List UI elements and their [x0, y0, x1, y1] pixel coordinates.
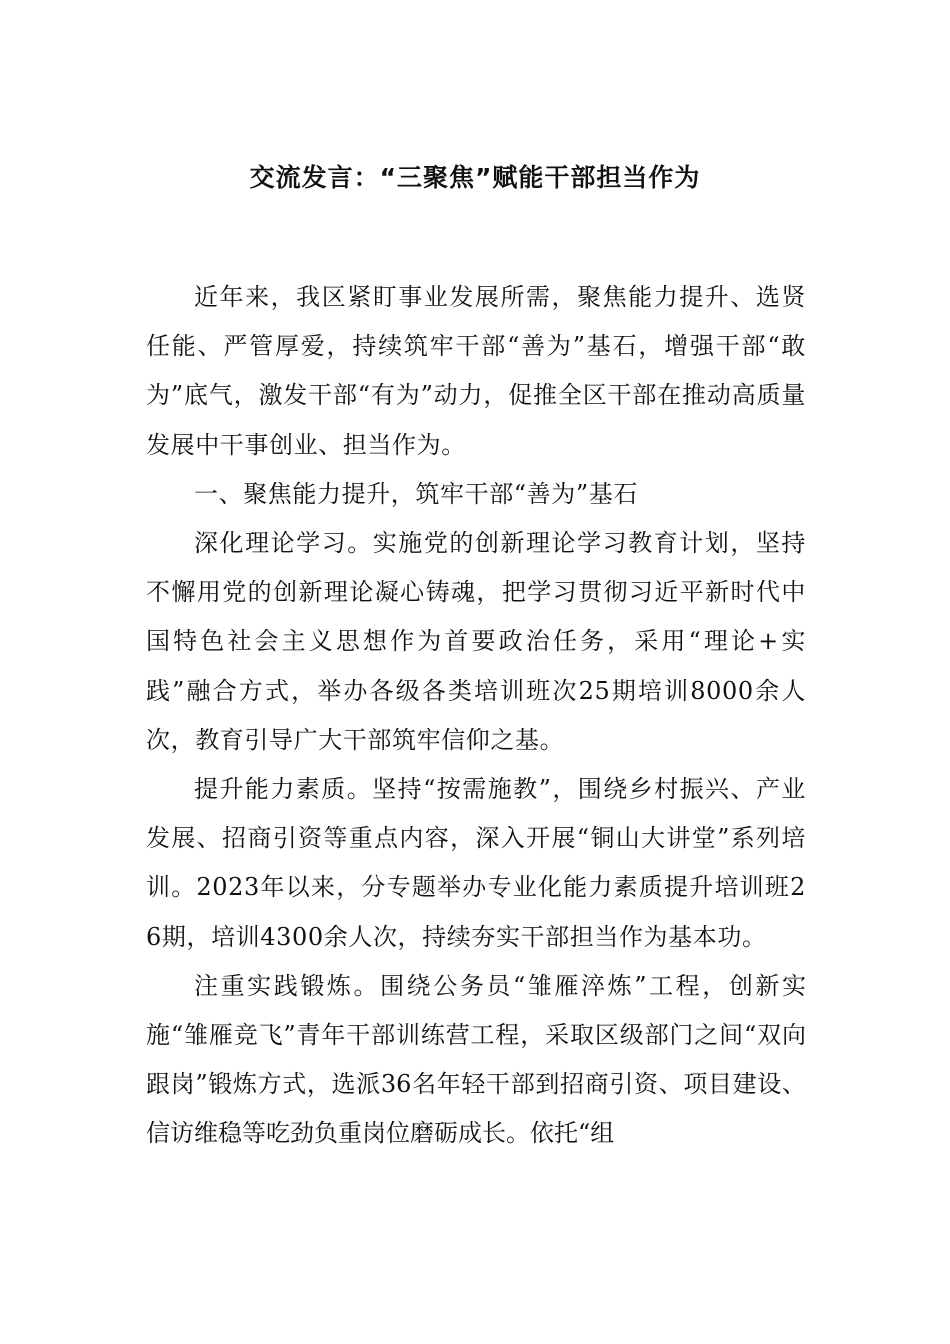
paragraph-ability-improvement: 提升能力素质。坚持“按需施教”，围绕乡村振兴、产业发展、招商引资等重点内容，深入开展“铜山大讲堂”系列培训。2023年以来，分专题举办专业化能力素质提升培训班26期，培训4300余人次，持续夯实干部担当作为基本功。: [146, 775, 806, 951]
paragraph-theory-study: 深化理论学习。实施党的创新理论学习教育计划，坚持不懈用党的创新理论凝心铸魂，把学习贯彻习近平新时代中国特色社会主义思想作为首要政治任务，采用“理论+实践”融合方式，举办各级各类培训班次25期培训8000余人次，教育引导广大干部筑牢信仰之基。: [146, 529, 806, 754]
paragraph-intro: 近年来，我区紧盯事业发展所需，聚焦能力提升、选贤任能、严管厚爱，持续筑牢干部“善为”基石，增强干部“敢为”底气，激发干部“有为”动力，促推全区干部在推动高质量发展中干事创业、担当作为。: [146, 283, 806, 459]
paragraph-practice-training: 注重实践锻炼。围绕公务员“雏雁淬炼”工程，创新实施“雏雁竞飞”青年干部训练营工程，采取区级部门之间“双向跟岗”锻炼方式，选派36名年轻干部到招商引资、项目建设、信访维稳等吃劲负重岗位磨砺成长。依托“组: [146, 971, 806, 1148]
section-heading-1: 一、聚焦能力提升，筑牢干部“善为”基石: [194, 479, 638, 508]
document-title: 交流发言：“三聚焦”赋能干部担当作为: [249, 163, 701, 192]
document-body: [146, 273, 806, 1159]
